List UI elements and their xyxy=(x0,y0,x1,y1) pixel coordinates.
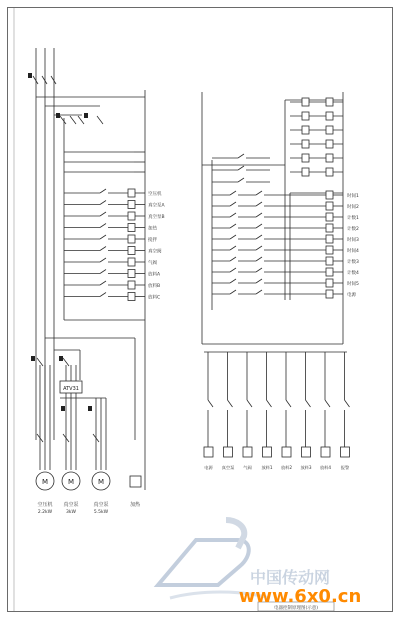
contactor-rung xyxy=(64,281,160,289)
left-main-circuit xyxy=(36,48,145,490)
sheet-border xyxy=(8,8,393,612)
relay-rung xyxy=(212,202,359,210)
contactor-rung xyxy=(64,270,161,278)
relay-label: 时间3 xyxy=(347,238,359,243)
left-top-breakers xyxy=(33,76,103,124)
lamp-label: 放料3 xyxy=(300,465,312,470)
contactor-rung xyxy=(64,224,157,232)
contactor-label: 真空阀 xyxy=(148,249,162,255)
relay-rung xyxy=(212,235,359,243)
contactor-ladder xyxy=(64,189,165,301)
contactor-label: 放料A xyxy=(148,272,161,278)
contactor-rung xyxy=(64,189,162,197)
lamp-column xyxy=(222,352,235,471)
switch-ladder xyxy=(212,154,359,310)
motor-sublabel-3: 5.5kW xyxy=(93,510,109,515)
lamp-column xyxy=(281,352,292,471)
lamp-column xyxy=(243,352,252,471)
relay-rung xyxy=(212,224,359,232)
left-breaker-marks xyxy=(28,73,88,118)
contactor-rung xyxy=(64,247,162,255)
heater-box xyxy=(130,476,141,487)
contactor-label: 搅拌 xyxy=(148,238,157,243)
relay-label: 计数2 xyxy=(347,227,359,232)
timer-row xyxy=(290,98,343,106)
heater-label: 加热 xyxy=(129,502,141,508)
motor-3 xyxy=(92,472,110,490)
relay-rung xyxy=(212,191,359,199)
motor-sublabel-1: 2.2kW xyxy=(37,510,53,515)
timer-cluster xyxy=(290,98,343,176)
lamp-label: 放料2 xyxy=(280,465,293,470)
lamp-label: 电源 xyxy=(204,465,213,470)
contactor-rung xyxy=(64,212,165,220)
contactor-rung xyxy=(64,201,165,209)
lamp-label: 放料1 xyxy=(261,465,273,470)
lamp-label: 报警 xyxy=(340,465,350,470)
contactor-label: 放料B xyxy=(148,284,161,289)
motor-label-2: 真空泵 xyxy=(63,502,79,508)
relay-label: 时间1 xyxy=(347,194,359,199)
contactor-rung xyxy=(64,258,157,266)
contactor-rung xyxy=(64,235,157,243)
lamp-label: 气阀 xyxy=(243,465,252,470)
contactor-label: 加热 xyxy=(148,226,157,232)
contactor-label: 真空泵B xyxy=(148,215,165,220)
watermark-text-cn: 中国传动网 xyxy=(249,568,331,587)
lamp-column xyxy=(300,352,311,471)
relay-rung xyxy=(212,279,359,287)
relay-label: 计数1 xyxy=(347,216,359,221)
lamp-column xyxy=(261,352,272,471)
title-block-text: 电器控制原理图(示意) xyxy=(273,606,319,611)
relay-label: 时间5 xyxy=(347,282,359,287)
timer-row xyxy=(290,112,343,120)
relay-label: 时间4 xyxy=(347,249,359,254)
relay-label: 时间2 xyxy=(347,205,359,210)
lamp-label: 放料4 xyxy=(319,465,332,470)
motor-label-1: 空压机 xyxy=(37,502,53,508)
relay-rung xyxy=(212,268,359,276)
contactor-label: 气阀 xyxy=(148,261,157,266)
timer-row xyxy=(290,140,343,148)
converter-label: ATV31 xyxy=(63,386,79,392)
relay-label: 计数4 xyxy=(347,271,359,276)
svg-text:M: M xyxy=(97,478,105,486)
relay-rung xyxy=(212,213,359,221)
timer-row xyxy=(290,126,343,134)
contactor-label: 真空泵A xyxy=(148,203,165,209)
relay-label: 计数3 xyxy=(347,260,359,265)
relay-rung xyxy=(212,246,359,254)
svg-text:M: M xyxy=(67,478,75,486)
contactor-rung xyxy=(64,293,160,301)
timer-row xyxy=(290,154,343,162)
svg-text:M: M xyxy=(41,478,49,486)
lamp-bank xyxy=(204,352,350,471)
motor-2 xyxy=(62,472,80,490)
relay-label: 电源 xyxy=(347,293,356,298)
converter-box xyxy=(60,381,82,393)
contactor-label: 放料C xyxy=(148,295,161,301)
timer-row xyxy=(290,168,343,176)
lamp-column xyxy=(341,352,350,471)
watermark-url: www.6x0.cn xyxy=(238,586,362,607)
lamp-column xyxy=(204,352,213,471)
relay-rung xyxy=(212,257,359,265)
motor-1 xyxy=(36,472,54,490)
contactor-label: 空压机 xyxy=(148,192,162,197)
motor-section xyxy=(37,358,106,470)
lamp-label: 真空泵 xyxy=(221,465,235,470)
relay-rung xyxy=(212,290,356,298)
lamp-column xyxy=(320,352,331,471)
motor-label-3: 真空泵 xyxy=(93,502,109,508)
motor-sublabel-2: 3kW xyxy=(66,510,76,515)
